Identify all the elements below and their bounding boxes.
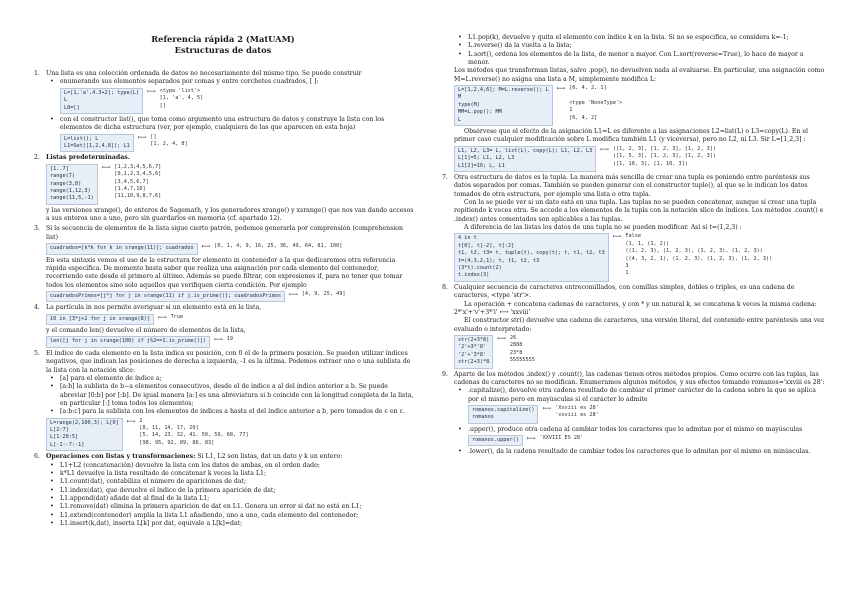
section-4-membership: 4. La partícula in nos permite averiguar si un elemento está en la lista, 10 in [3*j+2 for j in xrange(8)] ⟼ True y el comando len() devuelve el número de elementos de la lista, len([j for j in srange(100) if j%2==1.is_prime()]) ⟼ 19 [30,304,416,348]
list-item: • L.sort(), ordena los elementos de la lista, de menor a mayor. Con L.sort(reverse=True), lo hace de mayor a menor. [454,51,826,68]
section-6-continued: • L1.pop(k), devuelve y quita el elemento con índice k en la lista. Si no se especifica, se considera k=-1; • L.reverse() da la vuelta a la lista; • L.sort(), ordena los elementos de la lista, de menor a mayor. Con L.sort(reverse=True), lo hace de mayor a menor. Los métodos que transforman listas, salvo .pop(), no devuelven nada al evaluarse. En particular, una asignación como M=L.reverse() no asigna una lista a M, simplemente modifica L: L=[1,2,4,6]; M=L.reverse(); L M type(M) MM=L.pop(); MM L ⟼ [6, 4, 2, 1] <type 'NoneType'> 1 [6, 4, 2] Obsérvese que el efecto de la asignación L1=L es diferente a las asignaciones L2=list(L) o L3=copy(L). En el primer caso cualquier modificación sobre L modifica también L1 (y viceversa), pero no L2, ni L3. Sir L=[1,2,3] : L1, L2, L3= L, list(L), copy(L); L1, L2, L3 L[1]=5; L1, L2, L3 L1[2]=10; L, L1 ⟼ ([1, 2, 3], [1, 2, 3], [1, 2, 3]) ([1, 5, 3], [1, 2, 3], [1, 2, 3]) ([1, 10, 3], [1, 10, 3]) [438,34,826,172]
section-6-list-operations: 6. Operaciones con listas y transformaciones: Si L1, L2 son listas, dat un dato y k un entero: • L1+L2 (concatenación) devuelve la lista con los datos de ambas, en el orden dado; • k*L1 devuelve la lista resultado de concatenar k veces la lista L1; • L1.count(dat), contabiliza el número de apariciones de dat; • L1.index(dat), que devuelve el índice de la primera aparición de dat; • L1.append(dat) añade dat al final de la lista L1; • L1.remove(dat) elimina la primera aparición de dat en L1. Genera un error si dat no está en L1; • L1.extend(contenedor) amplía la lista L1 añadiendo, uno a uno, cada elemento del contenedor; • L1.insert(k,dat), inserta L[k] por dat, equivale a L[k]=dat; [30,453,416,528]
section-2-predefined-lists: 2. Listas predeterminadas. [1..7] range(7) range(3,8) range(1,12,3) range(11,5,-1) ⟼ [1,2,3,4,5,6,7] [0,1,2,3,4,5,6] [3,4,5,6,7] [1,4,7,10] [11,10,9,8,7,6] y las versiones xrange(), de enteros de Sagemath, y los generadores xrange() y xsrange() que nos van dando accesos a sus enteros uno a uno, pero sin guardarlos en memoria (cf. apartado 12). [30,154,416,223]
code-example-prime-squares: cuadradosPrimos=[j*j for j in srange(11) if j.is_prime()]; cuadradosPrimos ⟼ [4, 9, 25, 49] [46,291,416,302]
code-example-ranges: [1..7] range(7) range(3,8) range(1,12,3) range(11,5,-1) ⟼ [1,2,3,4,5,6,7] [0,1,2,3,4,5,6] [3,4,5,6,7] [1,4,7,10] [11,10,9,8,7,6] [46,164,416,205]
list-item: • L.reverse() da la vuelta a la lista; [454,42,826,50]
code-example-reverse-pop: L=[1,2,4,6]; M=L.reverse(); L M type(M) MM=L.pop(); MM L ⟼ [6, 4, 2, 1] <type 'NoneType'> 1 [6, 4, 2] [454,85,826,126]
code-example-str: str(2+3*8) '2'+3*'8' '2'+'3*8' str(2+3)*8 ⟼ 26 2888 23*8 55555555 [454,335,826,369]
section-3-comprehension: 3. Si la secuencia de elementos de la lista sigue cierto patrón, podemos generarla por comprensión (comprehension list) cuadrados=[k*k for k in srange(11)]; cuadrados ⟼ [0, 1, 4, 9, 16, 25, 36, 49, 64, 81, 100] En esta sintaxis vemos el uso de la estructura for elemento in contenedor a la que dedicaremos otra referencia rápida específica. De momento basta saber que realiza una asignación por cada elemento del contenedor, recorriendo este desde el primero al último. Además se puede filtrar, con expresiones if, para no tener que tomar todos los elementos sino solo aquellos que verifiquen cierta condición. Por ejemplo cuadradosPrimos=[j*j for j in srange(11) if j.is_prime()]; cuadradosPrimos ⟼ [4, 9, 25, 49] [30,225,416,302]
code-example-capitalize: romanos.capitalize() romanos ⟼ 'Xxviii es 28' 'xxviii es 28' [468,405,826,424]
section-8-strings: 8. Cualquier secuencia de caracteres entrecomillados, con comillas simples, dobles o triples, es una cadena de caracteres, <type 'str'>. La operación + concatena cadenas de caracteres, y con * y un natural k, se concatena k veces la misma cadena: 2*'x'+'v'+3*'i' ⟼ 'xxviii' El constructor str() devuelve una cadena de caracteres, una versión literal, del contenido entre paréntesis una vez evaluado o interpretado: str(2+3*8) '2'+3*'8' '2'+'3*8' str(2+3)*8 ⟼ 26 2888 23*8 55555555 [438,284,826,369]
right-column [438,34,826,459]
list-item: • L1.append(dat) añade dat al final de la lista L1; [46,495,416,503]
list-item: • L1.index(dat), que devuelve el índice de la primera aparición de dat; [46,487,416,495]
code-example-list-literal: L=[1,'a',4.3+2]; type(L) L L0=[] ⟼ <type 'list'> [1, 'a', 4, 5] [] [60,88,416,114]
list-item: • L1+L2 (concatenación) devuelve la lista con los datos de ambas, en el orden dado; [46,462,416,470]
list-item: • k*L1 devuelve la lista resultado de concatenar k veces la lista L1; [46,470,416,478]
code-example-len: len([j for j in srange(100) if j%2==1.is_prime()]) ⟼ 19 [46,336,416,347]
list-item: • L1.remove(dat) elimina la primera aparición de dat en L1. Genera un error si dat no está en L1; [46,503,416,511]
code-example-upper: romanos.upper() ⟼ 'XXVIII ES 28' [468,435,826,446]
code-example-slicing: L=range(2,100,3); L[0] L[2:7] L[1:20:5] L[-1:-7:-1] ⟼ 2 [8, 11, 14, 17, 20] [5, 14, 23, 32, 41, 50, 59, 68, 77] [98, 95, 92, 89, 86, 83] [46,418,416,452]
list-item: • L1.insert(k,dat), inserta L[k] por dat, equivale a L[k]=dat; [46,520,416,528]
left-column [30,0,416,530]
section-1-lists: 1. Una lista es una colección ordenada de datos no necesariamente del mismo tipo. Se puede construir • enumerando sus elementos separados por comas y entre corchetes cuadrados, [ ]: L=[1,'a',4.3+2]; type(L) L L0=[] ⟼ <type 'list'> [1, 'a', 4, 5] [] • con el constructor list(), que toma como argumento una estructura de datos y construye la lista con los elementos de dicha estructura (ver, por ejemplo, cualquiera de las que aparecen en esta hoja) L=list(); L L1=Set([1,2,4,8]); L1 ⟼ [] [1, 2, 4, 8] [30,70,416,152]
code-example-in: 10 in [3*j+2 for j in xrange(8)] ⟼ True [46,314,416,325]
code-example-squares: cuadrados=[k*k for k in srange(11)]; cuadrados ⟼ [0, 1, 4, 9, 16, 25, 36, 49, 64, 81, 100] [46,243,416,254]
section-5-indexing: 5. El índice de cada elemento en la lista indica su posición, con 0 el de la primera posición. Se pueden utilizar índices negativos, que indican las posiciones de derecha a izquierda, -1 es la última. Podemos extraer uno o una sublista de la lista con la notación slice: • [a] para el elemento de índice a; • [a:b] la sublista de b−a elementos consecutivos, desde el de índice a al del índice anterior a b. Se puede abreviar [0:b] por [:b]. De igual manera [a:] es una abreviatura si b coincide con la longitud completa de la lista, en particular [:] toma todos los elementos; • [a:b:c] para la sublista con los elementos de índices a hasta el del índice anterior a b, pero tomados de c en c. L=range(2,100,3); L[0] L[2:7] L[1:20:5] L[-1:-7:-1] ⟼ 2 [8, 11, 14, 17, 20] [5, 14, 23, 32, 41, 50, 59, 68, 77] [98, 95, 92, 89, 86, 83] [30,350,416,451]
code-example-list-constructor: L=list(); L L1=Set([1,2,4,8]); L1 ⟼ [] [1, 2, 4, 8] [60,134,416,153]
list-item: • L1.count(dat), contabiliza el número de apariciones de dat; [46,478,416,486]
code-example-copy: L1, L2, L3= L, list(L), copy(L); L1, L2, L3 L[1]=5; L1, L2, L3 L1[2]=10; L, L1 ⟼ ([1, 2, 3], [1, 2, 3], [1, 2, 3]) ([1, 5, 3], [1, 2, 3], [1, 2, 3]) ([1, 10, 3], [1, 10, 3]) [454,146,826,172]
list-item: • L1.pop(k), devuelve y quita el elemento con índice k en la lista. Si no se especifica, se considera k=-1; [454,34,826,42]
page-title: Referencia rápida 2 (MatUAM) Estructuras de datos [151,34,295,55]
list-item: • L1.extend(contenedor) amplía la lista L1 añadiendo, uno a uno, cada elemento del contenedor; [46,512,416,520]
section-9-string-methods: 9. Aparte de los métodos .index() y .count(), las cadenas tienen otros métodos propios. Como ocurre con las tuplas, las cadenas de caracteres no se modifican. Enumeramos algunos métodos, y sus efectos tomando romanos='xxviii es 28': • .capitalize(), devuelve otra cadena resultado de cambiar el primer carácter de la cadena sobre la que se aplica por el mismo pero en mayúsculas si el carácter lo admite romanos.capitalize() romanos ⟼ 'Xxviii es 28' 'xxviii es 28' • .upper(), produce otra cadena al cambiar todos los caracteres que lo admitan por el mismo en mayúsculas romanos.upper() ⟼ 'XXVIII ES 28' • .lower(), da la cadena resultado de cambiar todos los caracteres que lo admitan por el mismo en minúsculas. [438,371,826,457]
section-7-tuples: 7. Otra estructura de datos es la tupla. La manera más sencilla de crear una tupla es poniendo entre paréntesis sus datos separados por comas. También se pueden generar con el constructor tuple(), al que se le indican los datos tomados de otra estructura, por ejemplo una lista o otra tupla. Con la se puede ver si un dato está en una tupla. Las tuplas no se pueden concatenar, aunque sí crear una tupla repitiendo k veces otra. Se accede a los elementos de la tupla con la notación slice de índices. Los métodos .count() e .index() antes comentados son aplicables a las tuplas. A diferencia de las listas los datos de una tupla no se pueden modificar. Así si t=(1,2,3) : 4 in t t[0], t[-2], t[:2] t1, t2, t3= t, tuple(t), copy(t); t, t1, t2, t3 t=(4,3,2,1); t, t1, t2, t3 (3*t).count(2) t.index(3) ⟼ False (1, 1, (1, 2)) ((1, 2, 3), (1, 2, 3), (1, 2, 3), (1, 2, 3)) ((4, 3, 2, 1), (1, 2, 3), (1, 2, 3), (1, 2, 3)) 3 1 [438,174,826,282]
code-example-tuples: 4 in t t[0], t[-2], t[:2] t1, t2, t3= t, tuple(t), copy(t); t, t1, t2, t3 t=(4,3,2,1); t, t1, t2, t3 (3*t).count(2) t.index(3) ⟼ False (1, 1, (1, 2)) ((1, 2, 3), (1, 2, 3), (1, 2, 3), (1, 2, 3)) ((4, 3, 2, 1), (1, 2, 3), (1, 2, 3), (1, 2, 3)) 3 1 [454,233,826,281]
